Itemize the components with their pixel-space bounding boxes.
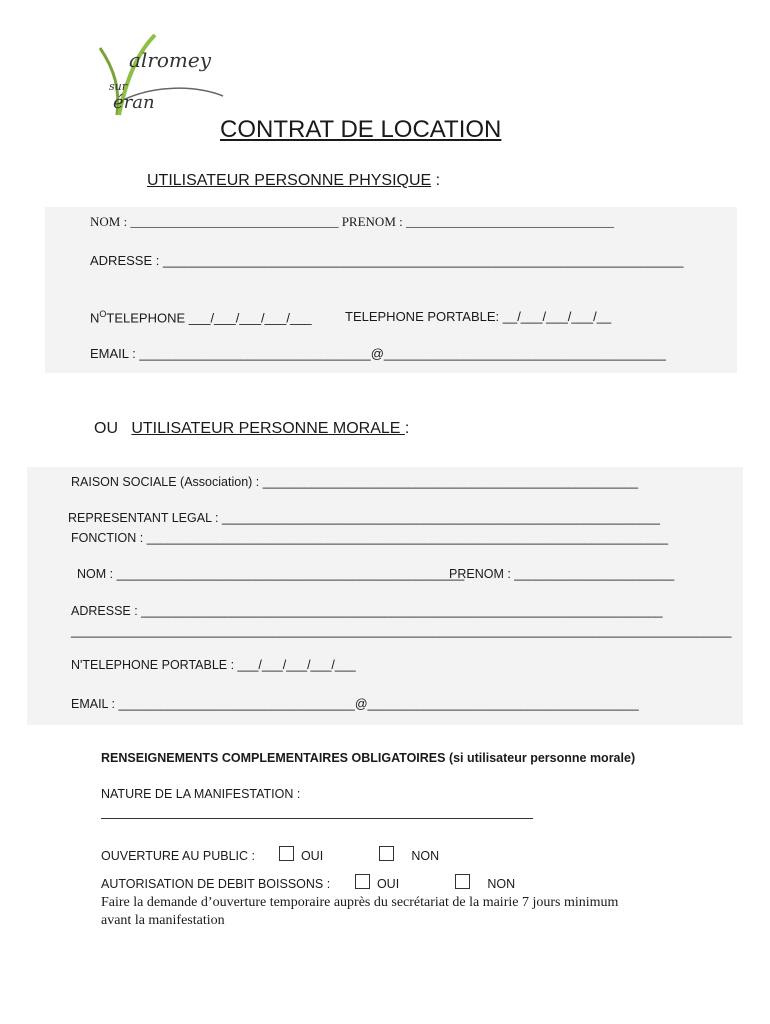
ouverture-oui-checkbox[interactable] [279,846,294,861]
tel-prefix: N [90,310,100,326]
tel-sup: O [99,309,107,319]
morale-panel [27,467,743,725]
ouverture-non-label: NON [411,849,440,863]
morale-adresse-line2[interactable]: _______________________________________________________________________________________________ [71,624,732,638]
nature-label: NATURE DE LA MANIFESTATION : [101,787,301,801]
logo [95,30,230,120]
morale-adresse-field[interactable]: ADRESSE : ___________________________________________________________________________ [71,604,663,618]
morale-heading-text: UTILISATEUR PERSONNE MORALE [131,420,405,437]
logo-text-valromey: alromey [129,48,212,72]
note-line-1: Faire la demande d’ouverture temporaire auprès du secrétariat de la mairie 7 jours minimum [101,895,619,910]
page-title: CONTRAT DE LOCATION [220,116,502,143]
morale-prenom-field[interactable]: PRENOM : _______________________ [449,567,675,581]
morale-email-field[interactable]: EMAIL : __________________________________@_______________________________________ [71,697,639,711]
physique-telephone-field[interactable] [90,309,312,325]
physique-heading [147,172,440,190]
morale-fonction-field[interactable]: FONCTION : ___________________________________________________________________________ [71,531,669,545]
physique-email-field[interactable]: EMAIL : ________________________________@_______________________________________ [90,346,666,361]
morale-portable-field[interactable]: N'TELEPHONE PORTABLE : ___/___/___/___/___ [71,658,356,672]
ouverture-label: OUVERTURE AU PUBLIC : [101,849,255,863]
physique-nom-field[interactable]: NOM : ________________________________ PRENOM : ________________________________ [90,214,614,229]
autorisation-oui-option[interactable] [355,874,399,891]
morale-raison-field[interactable]: RAISON SOCIALE (Association) : ______________________________________________________ [71,475,639,489]
autorisation-non-label: NON [487,877,516,891]
note-line-2: avant la manifestation [101,913,225,928]
autorisation-oui-checkbox[interactable] [355,874,370,889]
physique-heading-colon: : [431,172,441,189]
autorisation-non-option[interactable] [455,874,515,891]
physique-heading-text: UTILISATEUR PERSONNE PHYSIQUE [147,172,432,189]
complement-heading: RENSEIGNEMENTS COMPLEMENTAIRES OBLIGATOIRES (si utilisateur personne morale) [101,751,636,765]
ouverture-non-option[interactable] [379,846,439,863]
ouverture-oui-label: OUI [300,849,324,863]
morale-nom-field[interactable]: NOM : __________________________________________________ [77,567,465,581]
autorisation-non-checkbox[interactable] [455,874,470,889]
logo-text-seran: éran [113,92,155,113]
nature-line[interactable] [101,818,533,819]
logo-text-sur: sur [109,80,127,93]
physique-adresse-field[interactable]: ADRESSE : ________________________________________________________________________ [90,253,684,268]
ouverture-non-checkbox[interactable] [379,846,394,861]
physique-portable-field[interactable]: TELEPHONE PORTABLE: __/___/___/___/__ [345,309,612,324]
morale-heading [94,420,409,438]
morale-representant-field[interactable]: REPRESENTANT LEGAL : _______________________________________________________________ [68,511,660,525]
morale-heading-colon: : [404,420,410,437]
tel-label: TELEPHONE ___/___/___/___/___ [106,310,312,326]
morale-ou: OU [94,420,118,437]
ouverture-oui-option[interactable] [279,846,323,863]
autorisation-label: AUTORISATION DE DEBIT BOISSONS : [101,877,331,891]
autorisation-oui-label: OUI [376,877,400,891]
